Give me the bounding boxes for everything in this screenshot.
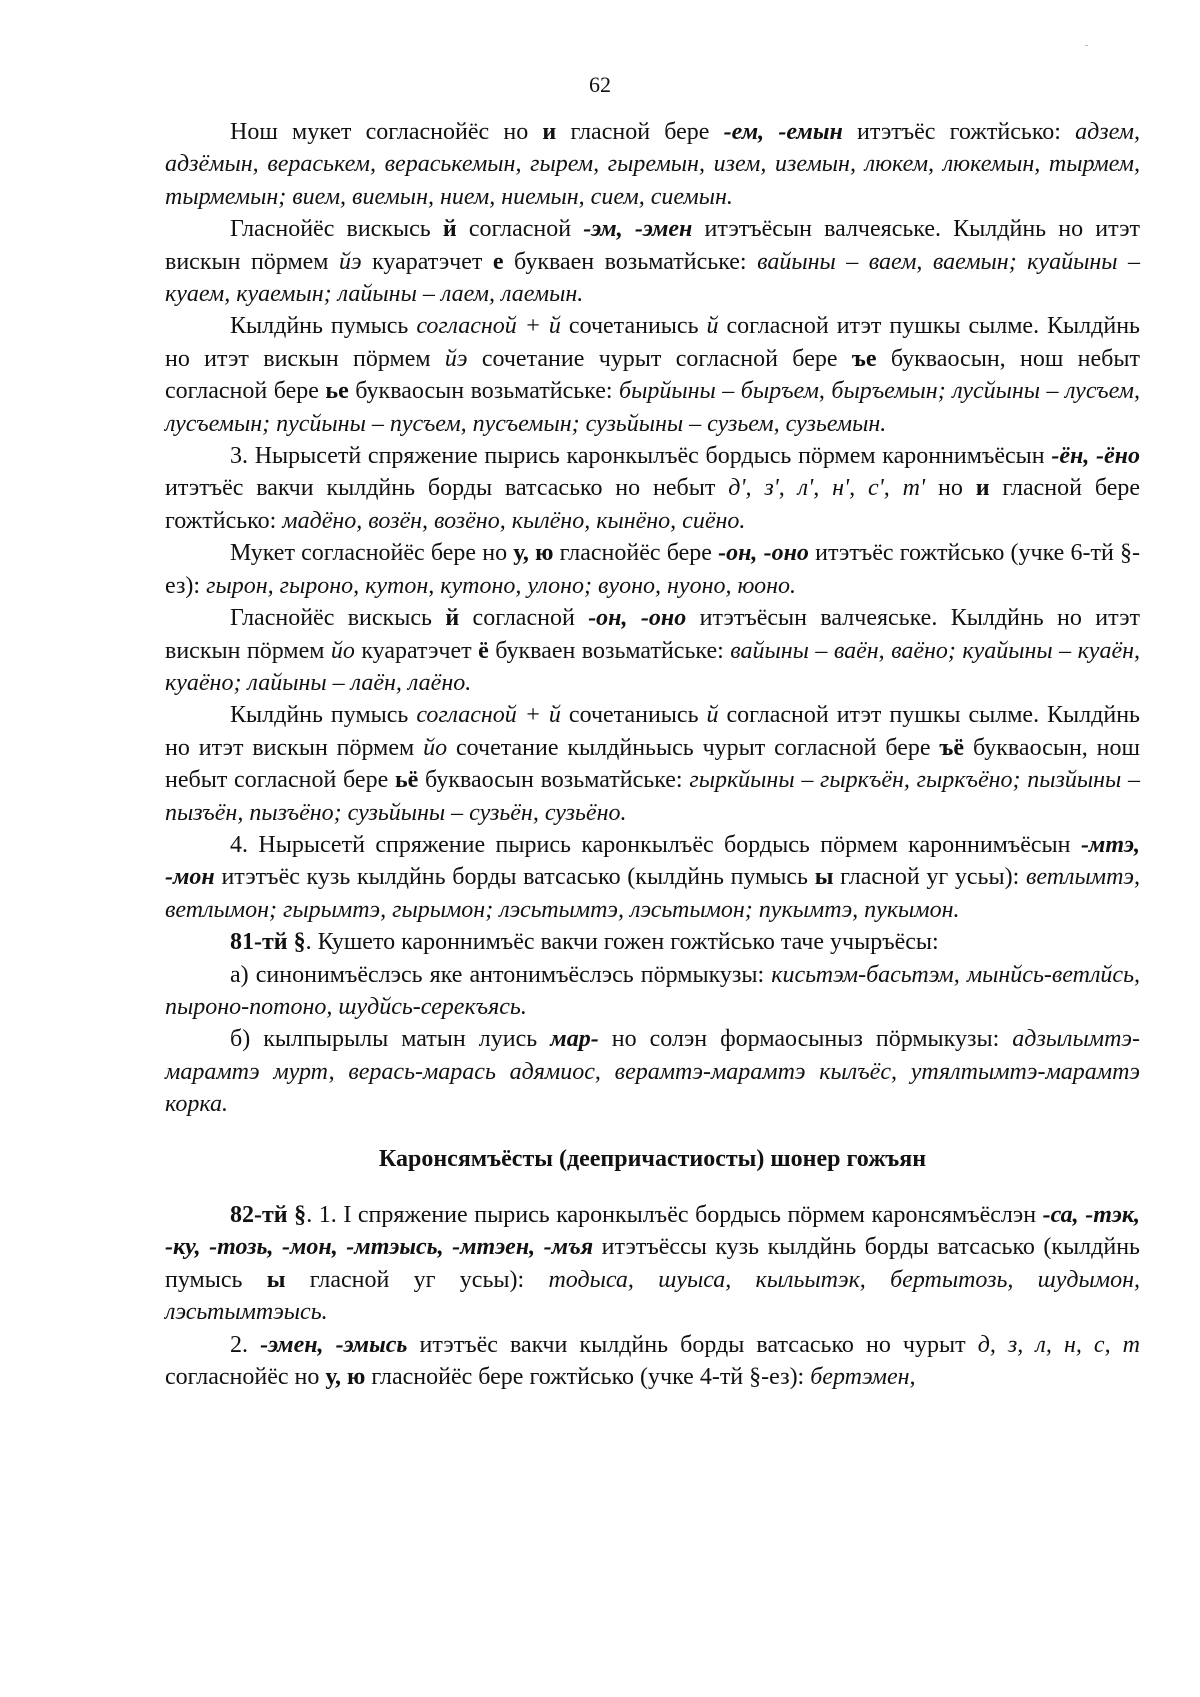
paragraph: [165, 959, 1140, 1024]
text-run: бырйыны – быръем, быръемын; лусйыны – лусъем, лусъемын; пусйыны – пусъем, пусъемын; сузьйыны – сузьем, сузьемын.: [165, 378, 1140, 437]
text-run: согласной + й: [416, 313, 561, 340]
paragraph: [165, 1199, 1140, 1329]
text-run: согласной итэт пушкы сылме. Кылдйнь но итэт вискын пӧрмем: [165, 313, 1141, 372]
text-run: согласной итэт пушкы сылме. Кылдйнь но итэт вискын пӧрмем: [165, 702, 1141, 761]
text-run: мар-: [550, 1026, 599, 1053]
text-run: вайыны – ваем, ваемын; куайыны – куаем, куаемын; лайыны – лаем, лаемын.: [165, 248, 1140, 308]
text-run: тодыса, шуыса, кыльытэк, бертытозь, шудымон, лэсьтымтэысь.: [165, 1266, 1140, 1326]
document-body: [165, 116, 1140, 1393]
text-run: Гласнойёс вискысь: [230, 216, 443, 243]
text-run: ё: [478, 637, 489, 664]
text-run: и: [975, 475, 990, 502]
text-run: -эмен, -эмысь: [260, 1331, 408, 1358]
text-run: мадёно, возён, возёно, кылёно, кынёно, сиёно.: [282, 507, 746, 534]
text-run: но: [925, 475, 976, 502]
text-run: итэтъёс гожтйсько (учке 6-тй §-ез):: [165, 540, 1140, 599]
text-run: б) кылпырылы матын луись: [230, 1026, 551, 1053]
text-run: д, з, л, н, с, т: [977, 1331, 1141, 1358]
paragraphs-before-heading: [165, 116, 1140, 1121]
text-run: ъе: [851, 345, 877, 372]
paragraph: [165, 829, 1140, 926]
text-run: Мукет согласнойёс бере но: [230, 540, 514, 567]
text-run: куаратэчет: [361, 248, 493, 275]
text-run: гласной уг усьы):: [285, 1266, 549, 1293]
text-run: гласнойёс бере: [553, 540, 719, 567]
text-run: Гласнойёс вискысь: [230, 605, 446, 632]
text-run: Нош мукет согласнойёс но: [230, 119, 543, 145]
text-run: -ён, -ёно: [1051, 443, 1141, 470]
text-run: букваосын возьматйське:: [418, 767, 690, 794]
text-run: ы: [266, 1266, 286, 1293]
text-run: -ем, -емын: [723, 119, 843, 145]
text-run: и: [542, 119, 557, 145]
text-run: йэ: [338, 248, 362, 275]
text-run: -эм, -эмен: [583, 216, 693, 243]
text-run: гласной уг усьы):: [833, 864, 1026, 891]
text-run: итэтъёс кузь кылдйнь борды ватсасько (кылдйнь пумысь: [214, 864, 815, 891]
paragraph: [165, 537, 1140, 602]
paragraph: [165, 213, 1140, 310]
text-run: согласной: [459, 605, 589, 632]
text-run: 4. Нырысетй спряжение пырись каронкылъёс бордысь пӧрмем кароннимъёсын: [230, 831, 1081, 858]
text-run: итэтъёс вакчи кылдйнь борды ватсасько но небыт: [165, 475, 729, 502]
text-run: -он, -оно: [588, 605, 687, 632]
text-run: ье: [325, 378, 349, 405]
text-run: ьё: [394, 767, 419, 794]
text-run: сочетаниысь: [560, 313, 707, 340]
text-run: гласной бере: [556, 119, 724, 145]
paragraph: [165, 926, 1140, 958]
text-run: букваосын, нош небыт согласной бере: [165, 734, 1141, 794]
text-run: . 1. I спряжение пырись каронкылъёс бордысь пӧрмем каронсямъёслэн: [306, 1202, 1043, 1228]
text-run: а) синонимъёслэсь яке антонимъёслэсь пӧрмыкузы:: [230, 961, 772, 988]
text-run: йэ: [444, 345, 468, 372]
text-run: -мтэ, -мон: [165, 831, 1140, 891]
text-run: йо: [423, 734, 448, 761]
text-run: -са, -тэк, -ку, -тозь, -мон, -мтэысь, -мтэен, -мъя: [165, 1202, 1141, 1261]
text-run: вайыны – ваён, ваёно; куайыны – куаён, куаёно; лайыны – лаён, лаёно.: [165, 637, 1141, 696]
text-run: ъё: [939, 734, 965, 761]
text-run: букваосын, нош небыт согласной бере: [165, 345, 1141, 405]
text-run: букваосын возьматйське:: [348, 378, 620, 405]
text-run: . Кушето кароннимъёс вакчи гожен гожтйсько таче учыръёсы:: [305, 929, 939, 956]
text-run: Кылдйнь пумысь: [230, 702, 417, 729]
text-run: ы: [814, 864, 834, 891]
text-run: гласнойёс бере гожтйсько (учке 4-тй §-ез):: [365, 1364, 811, 1391]
text-run: й: [445, 605, 460, 632]
text-run: 3. Нырысетй спряжение пырись каронкылъёс бордысь пӧрмем кароннимъёсын: [230, 443, 1052, 470]
paragraph: [165, 699, 1140, 829]
text-run: гыркйыны – гыркъён, гыркъёно; пызйыны – пызъён, пызъёно; сузьйыны – сузьён, сузьёно.: [165, 767, 1140, 826]
text-run: -он, -оно: [718, 540, 809, 567]
page-number: 62: [589, 72, 611, 97]
text-run: у, ю: [325, 1364, 366, 1391]
text-run: ветлымтэ, ветлымон; гырымтэ, гырымон; лэсьтымтэ, лэсьтымон; пукымтэ, пукымон.: [165, 864, 1141, 923]
text-run: йо: [330, 637, 355, 664]
paragraphs-after-heading: [165, 1199, 1140, 1393]
text-run: но солэн формаосыныз пӧрмыкузы:: [598, 1026, 1013, 1053]
scan-mark: [1085, 45, 1088, 46]
text-run: итэтъёсын валчеяське. Кылдйнь но итэт вискын пӧрмем: [165, 605, 1140, 664]
text-run: гласной бере гожтйсько:: [165, 475, 1141, 534]
text-run: согласной + й: [416, 702, 561, 729]
text-run: согласнойёс но: [165, 1364, 326, 1391]
text-run: е: [492, 248, 504, 275]
paragraph: [165, 440, 1140, 537]
text-run: 2.: [230, 1331, 261, 1358]
text-run: сочетаниысь: [560, 702, 707, 729]
section-heading: Каронсямъёсты (деепричастиосты) шонер гожъян: [378, 1145, 927, 1172]
text-run: итэтъёсын валчеяське. Кылдйнь но итэт вискын пӧрмем: [165, 216, 1140, 275]
text-run: Кылдйнь пумысь: [230, 313, 417, 340]
text-run: бертэмен,: [810, 1364, 916, 1391]
text-run: кисьтэм-басьтэм, мынйсь-ветлйсь, пыроно-потоно, шудйсь-серекъясь.: [165, 961, 1140, 1020]
paragraph: [165, 602, 1140, 699]
paragraph: [165, 310, 1140, 440]
text-run: куаратэчет: [354, 637, 479, 664]
text-run: букваен возьматйське:: [488, 637, 731, 664]
paragraph: [165, 1329, 1140, 1394]
text-run: д', з', л', н', с', т': [728, 475, 926, 502]
text-run: адзылымтэ-марамтэ мурт, верась-марась адямиос, верамтэ-марамтэ кылъёс, утялтымтэ-марамтэ корка.: [165, 1026, 1140, 1118]
text-run: у, ю: [513, 540, 554, 567]
text-run: й: [706, 702, 719, 729]
text-run: 82-тй §: [230, 1202, 307, 1228]
text-run: й: [706, 313, 719, 340]
text-run: итэтъёс гожтйсько:: [842, 119, 1076, 145]
text-run: адзем, адзёмын, вераськем, вераськемын, гырем, гыремын, изем, иземын, люкем, люкемын, тырмем, тырмемын; вием, виемын, нием, ниемын, сием, сиемын.: [165, 119, 1140, 210]
paragraph: [165, 116, 1140, 213]
text-run: сочетание кылдйньысь чурыт согласной бере: [447, 734, 940, 761]
text-run: 81-тй §: [230, 929, 306, 956]
paragraph: [165, 1023, 1140, 1120]
text-run: гырон, гыроно, кутон, кутоно, улоно; вуоно, нуоно, юоно.: [206, 572, 796, 599]
text-run: итэтъёс вакчи кылдйнь борды ватсасько но чурыт: [407, 1331, 978, 1358]
text-run: й: [442, 216, 457, 243]
text-run: итэтъёссы кузь кылдйнь борды ватсасько (кылдйнь пумысь: [165, 1234, 1141, 1293]
text-run: букваен возьматйське:: [503, 248, 758, 275]
text-run: сочетание чурыт согласной бере: [467, 345, 852, 372]
text-run: согласной: [456, 216, 584, 243]
